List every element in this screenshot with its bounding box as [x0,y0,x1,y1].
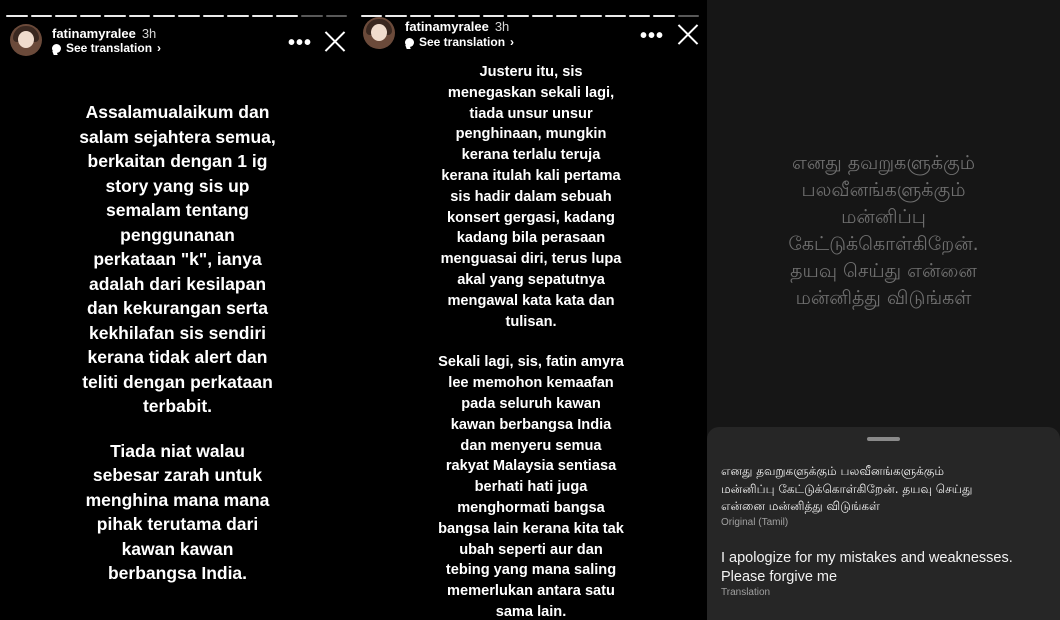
story-text-tamil [707,150,1060,312]
text-line: perkataan "k", ianya [93,249,262,269]
text-line: kerana terlalu teruja [461,147,601,164]
avatar[interactable] [363,17,395,49]
text-line: ubah seperti aur dan [459,541,603,558]
text-line: Sekali lagi, sis, fatin amyra [438,354,624,371]
text-line: mengawal kata kata dan [447,292,615,309]
close-icon[interactable] [677,23,699,45]
text-line: sama lain. [495,603,567,620]
text-line: Justeru itu, sis [479,64,583,80]
text-line: தயவு செய்து என்னை [790,260,977,282]
see-translation-button[interactable]: See translation › [405,35,514,49]
text-line: மன்னிப்பு கேட்டுக்கொள்கிறேன். தயவு செய்து [721,481,973,496]
text-line: menghormati bangsa [457,499,605,516]
text-line: salam sejahtera semua, [79,126,276,147]
text-line: lee memohon kemaafan [448,375,614,392]
story-text-2 [355,62,707,620]
post-time: 3h [141,26,157,41]
text-line: bangsa lain kerana kita tak [438,520,624,537]
text-line: மன்னித்து விடுங்கள் [795,287,972,309]
avatar[interactable] [10,24,42,56]
text-line: rakyat Malaysia sentiasa [445,458,617,475]
text-line: tebing yang mana saling [445,562,617,579]
paragraph-gap [0,419,355,439]
text-line: dan kekurangan serta [87,298,268,318]
progress-bars [361,15,699,17]
story-panel-3[interactable] [707,0,1060,620]
text-line: berhati hati juga [474,479,588,496]
text-line: memerlukan antara satu [447,583,615,600]
text-line: kadang bila perasaan [456,230,606,247]
text-line: menguasai diri, terus lupa [440,251,622,268]
text-line: sis hadir dalam sebuah [450,188,612,205]
translate-icon [405,38,414,47]
text-line: எனது தவறுகளுக்கும் [791,152,976,174]
text-line: akal yang sepatutnya [457,271,605,288]
text-line: dan menyeru semua [460,437,602,454]
translated-text [721,549,1051,586]
story-panel-2[interactable] [355,0,707,620]
text-line: pihak terutama dari [96,514,259,534]
drag-handle[interactable] [867,437,900,441]
story-text-1 [0,100,355,586]
text-line: kekhilafan sis sendiri [88,322,267,343]
text-line: kerana itulah kali pertama [441,167,621,184]
paragraph-gap [355,332,707,352]
text-line: I apologize for my mistakes and weaknesses. [721,550,1013,566]
original-label: Original (Tamil) [721,517,789,528]
text-line: பலவீனங்களுக்கும் [801,179,966,201]
story-panel-1[interactable] [0,0,355,620]
text-line: konsert gergasi, kadang [447,209,615,226]
text-line: adalah dari kesilapan [88,273,267,294]
text-line: என்னை மன்னித்து விடுங்கள் [721,499,880,513]
text-line: tiada unsur unsur [469,105,593,122]
more-options-icon[interactable]: ••• [288,32,313,54]
text-line: menegaskan sekali lagi, [447,84,615,101]
text-line: penghinaan, mungkin [455,126,607,143]
post-time: 3h [494,19,510,34]
text-line: berkaitan dengan 1 ig [87,151,268,171]
text-line: மன்னிப்பு [841,206,926,228]
text-line: tulisan. [505,313,557,330]
username[interactable]: fatinamyralee 3h [52,26,157,41]
text-line: story yang sis up [105,175,250,196]
translation-sheet[interactable] [707,427,1060,620]
text-line: teliti dengan perkataan [82,371,273,392]
text-line: berbangsa India. [107,563,248,583]
text-line: எனது தவறுகளுக்கும் பலவீனங்களுக்கும் [721,464,945,478]
text-line: Assalamualaikum dan [85,102,270,122]
translate-icon [52,44,61,53]
chevron-right-icon: › [157,41,162,55]
text-line: semalam tentang [106,200,249,220]
text-line: kawan kawan [121,538,234,559]
more-options-icon[interactable]: ••• [640,25,665,47]
text-line: menghina mana mana [85,489,270,510]
text-line: kawan berbangsa India [450,416,612,433]
text-line: terbabit. [142,396,213,416]
text-line: Tiada niat walau [110,440,245,461]
text-line: sebesar zarah untuk [92,465,263,485]
text-line: Please forgive me [721,568,838,585]
original-text [721,463,1051,516]
text-line: கேட்டுக்கொள்கிறேன். [788,233,979,255]
username[interactable]: fatinamyralee 3h [405,19,510,34]
text-line: kerana tidak alert dan [87,347,268,367]
translation-label: Translation [721,587,771,598]
close-icon[interactable] [324,30,346,52]
text-line: penggunanan [120,224,235,245]
progress-bars [6,15,347,17]
chevron-right-icon: › [510,35,515,49]
see-translation-button[interactable]: See translation › [52,41,161,55]
text-line: pada seluruh kawan [461,395,601,412]
